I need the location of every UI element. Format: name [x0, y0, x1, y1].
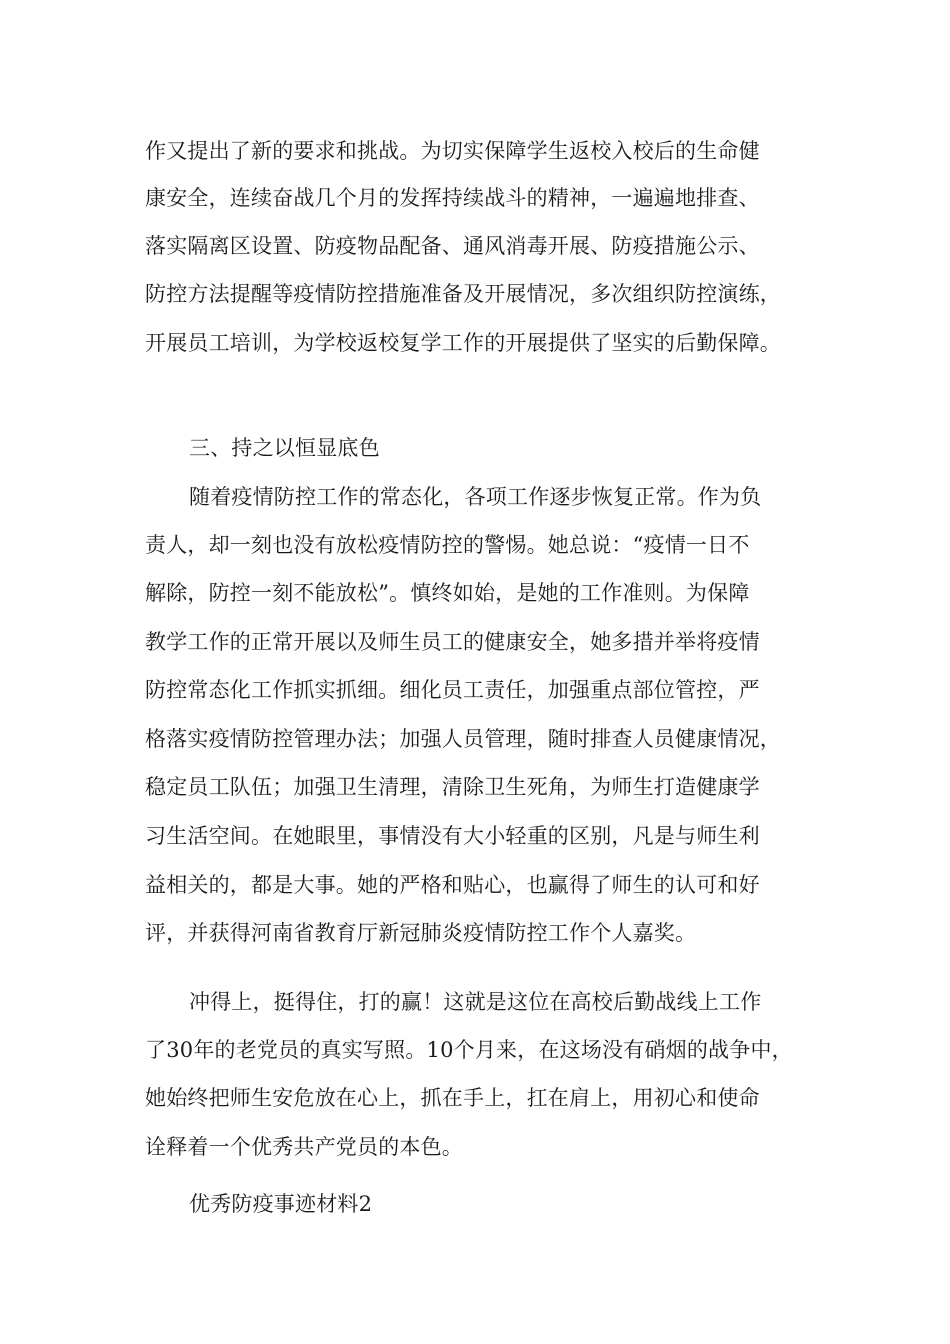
para2-line-5: 防控常态化工作抓实抓细。细化员工责任，加强重点部位管控，严 [145, 678, 760, 702]
para2-line-9: 益相关的，都是大事。她的严格和贴心，也赢得了师生的认可和好 [145, 873, 760, 897]
para3-line-4: 诠释着一个优秀共产党员的本色。 [145, 1135, 463, 1159]
para1-line-3: 落实隔离区设置、防疫物品配备、通风消毒开展、防疫措施公示、 [145, 234, 760, 258]
para2-line-2: 责人，却一刻也没有放松疫情防控的警惕。她总说：“疫情一日不 [145, 533, 750, 557]
para2-line-3: 解除，防控一刻不能放松”。慎终如始，是她的工作准则。为保障 [145, 581, 750, 605]
para3-line-2: 了30年的老党员的真实写照。10个月来，在这场没有硝烟的战争中， [145, 1038, 793, 1062]
para2-line-8: 习生活空间。在她眼里，事情没有大小轻重的区别，凡是与师生利 [145, 824, 760, 848]
para2-line-1: 随着疫情防控工作的常态化，各项工作逐步恢复正常。作为负 [189, 485, 762, 509]
section-heading-3: 三、持之以恒显底色 [189, 436, 380, 460]
para2-line-7: 稳定员工队伍；加强卫生清理，清除卫生死角，为师生打造健康学 [145, 775, 760, 799]
para3-line-3: 她始终把师生安危放在心上，抓在手上，扛在肩上，用初心和使命 [145, 1086, 760, 1110]
para1-line-1: 作又提出了新的要求和挑战。为切实保障学生返校入校后的生命健 [145, 139, 760, 163]
para1-line-5: 开展员工培训，为学校返校复学工作的开展提供了坚实的后勤保障。 [145, 331, 781, 355]
para2-line-4: 教学工作的正常开展以及师生员工的健康安全，她多措并举将疫情 [145, 630, 760, 654]
para2-line-10: 评，并获得河南省教育厅新冠肺炎疫情防控工作个人嘉奖。 [145, 921, 697, 945]
para3-line-1: 冲得上，挺得住，打的赢！这就是这位在高校后勤战线上工作 [189, 990, 762, 1014]
para2-line-6: 格落实疫情防控管理办法；加强人员管理，随时排查人员健康情况， [145, 727, 781, 751]
para1-line-2: 康安全，连续奋战几个月的发挥持续战斗的精神，一遍遍地排查、 [145, 186, 760, 210]
section-title: 优秀防疫事迹材料2 [189, 1192, 373, 1216]
para1-line-4: 防控方法提醒等疫情防控措施准备及开展情况，多次组织防控演练， [145, 282, 781, 306]
